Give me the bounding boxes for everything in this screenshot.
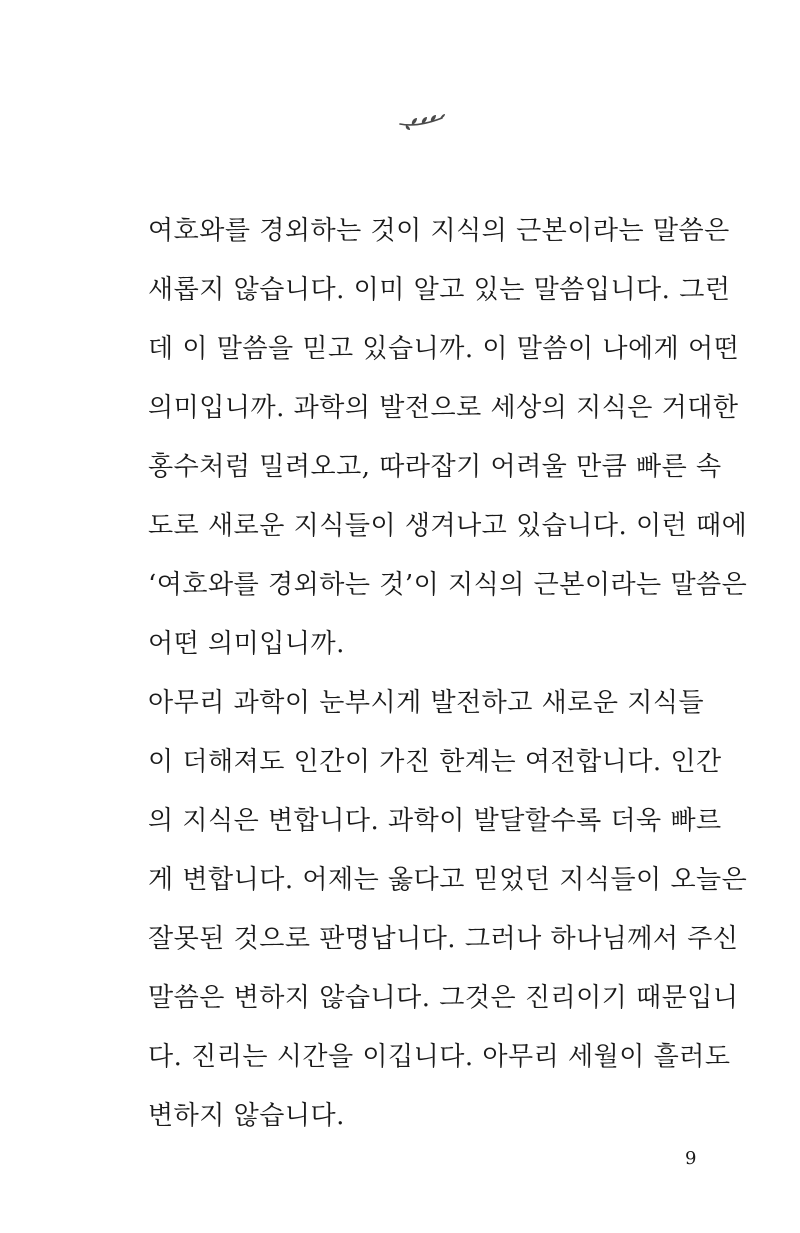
text-line: 아무리 과학이 눈부시게 발전하고 새로운 지식들: [148, 688, 705, 718]
text-line: 말씀은 변하지 않습니다. 그것은 진리이기 때문입니: [148, 983, 739, 1013]
text-line: 잘못된 것으로 판명납니다. 그러나 하나님께서 주신: [148, 924, 739, 954]
paragraph-2: [148, 674, 748, 1146]
text-line: 의미입니까. 과학의 발전으로 세상의 지식은 거대한: [148, 393, 739, 423]
text-line: ‘여호와를 경외하는 것’이 지식의 근본이라는 말씀은: [148, 570, 748, 600]
text-line: 어떤 의미입니까.: [148, 629, 345, 659]
body-text: [148, 202, 748, 1146]
text-line: 이 더해져도 인간이 가진 한계는 여전합니다. 인간: [148, 747, 722, 777]
text-line: 데 이 말씀을 믿고 있습니까. 이 말씀이 나에게 어떤: [148, 334, 740, 364]
paragraph-1: [148, 202, 748, 674]
text-line: 여호와를 경외하는 것이 지식의 근본이라는 말씀은: [148, 216, 730, 246]
text-line: 홍수처럼 밀려오고, 따라잡기 어려울 만큼 빠른 속: [148, 452, 722, 482]
text-line: 도로 새로운 지식들이 생겨나고 있습니다. 이런 때에: [148, 511, 748, 541]
text-line: 다. 진리는 시간을 이깁니다. 아무리 세월이 흘러도: [148, 1042, 731, 1072]
page-number: 9: [685, 1148, 697, 1169]
text-line: 의 지식은 변합니다. 과학이 발달할수록 더욱 빠르: [148, 806, 722, 836]
leaf-vine-ornament-icon: [398, 112, 446, 132]
text-line: 새롭지 않습니다. 이미 알고 있는 말씀입니다. 그런: [148, 275, 731, 305]
text-line: 변하지 않습니다.: [148, 1101, 345, 1131]
text-line: 게 변합니다. 어제는 옳다고 믿었던 지식들이 오늘은: [148, 865, 748, 895]
